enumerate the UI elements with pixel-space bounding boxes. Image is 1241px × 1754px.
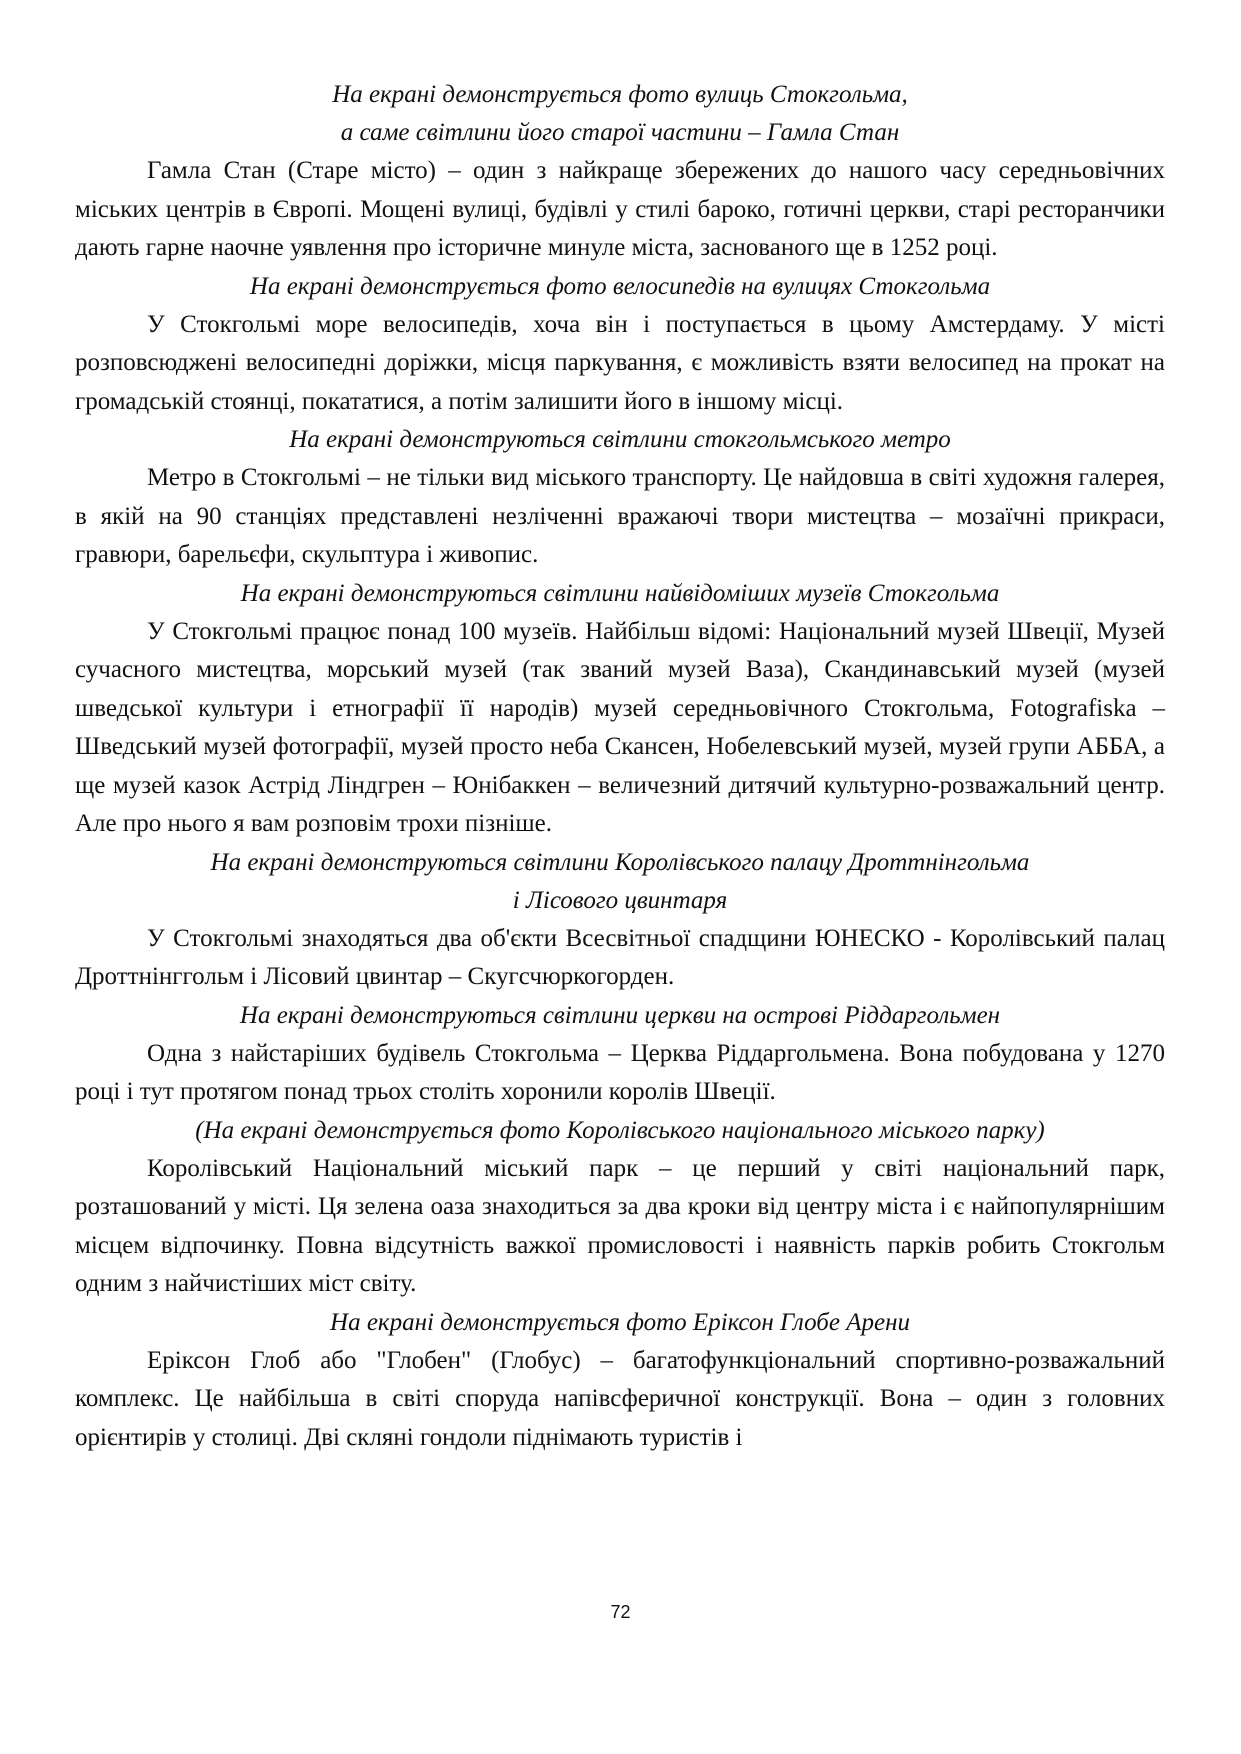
caption-old-town-1: На екрані демонструється фото вулиць Стокгольма, (332, 81, 908, 108)
caption-old-town-2: а саме світлини його старої частини – Гамла Стан (340, 119, 900, 146)
paragraph-unesco: У Стокгольмі знаходяться два об'єкти Всесвітньої спадщини ЮНЕСКО - Королівський палац Дроттнінггольм і Лісовий цвинтар – Скугсчюркогорден. (75, 924, 1165, 990)
paragraph-museums: У Стокгольмі працює понад 100 музеїв. Найбільш відомі: Національний музей Швеції, Музей сучасного мистецтва, морський музей (так званий музей Ваза), Скандинавський музей (музей шведської культури і етнографії її народів) музей середньовічного Стокгольма, Fotografiska – Шведський музей фотографії, музей просто неба Скансен, Нобелевський музей, музей групи АББА, а ще музей казок Астрід Ліндгрен – Юнібаккен – величезний дитячий культурно-розважальний центр. Але про нього я вам розповім трохи пізніше. (75, 617, 1165, 837)
caption-metro: На екрані демонструються світлини стокгольмського метро (289, 426, 951, 453)
caption-palace-1: На екрані демонструються світлини Королівського палацу Дроттнінгольма (210, 848, 1030, 876)
paragraph-globe-arena: Еріксон Глоб або "Глобен" (Глобус) – багатофункціональний спортивно-розважальний комплекс. Це найбільша в світі споруда напівсферичної конструкції. Вона – один з головних орієнтирів у столиці. Дві скляні гондоли піднімають туристів і (75, 1346, 1165, 1451)
caption-bicycles: На екрані демонструється фото велосипедів на вулицях Стокгольма (249, 272, 991, 300)
caption-globe-arena: На екрані демонструється фото Еріксон Глобе Арени (330, 1308, 910, 1336)
paragraph-church: Одна з найстаріших будівель Стокгольма – Церква Ріддаргольмена. Вона побудована у 1270 році і тут протягом понад трьох століть хоронили королів Швеції. (75, 1039, 1165, 1105)
caption-church: На екрані демонструються світлини церкви на острові Ріддаргольмен (239, 1001, 1001, 1029)
paragraph-park: Королівський Національний міський парк – це перший у світі національний парк, розташований у місті. Ця зелена оаза знаходиться за два кроки від центру міста і є найпопулярнішим місцем відпочинку. Повна відсутність важкої промисловості і наявність парків робить Стокгольм одним з найчистіших міст світу. (75, 1154, 1165, 1297)
caption-park: (На екрані демонструється фото Королівського національного міського парку) (195, 1116, 1045, 1144)
caption-museums: На екрані демонструються світлини найвідоміших музеїв Стокгольма (240, 579, 1000, 607)
paragraph-gamla-stan: Гамла Стан (Старе місто) – один з найкраще збережених до нашого часу середньовічних міських центрів в Європі. Мощені вулиці, будівлі у стилі бароко, готичні церкви, старі ресторанчики дають гарне наочне уявлення про історичне минуле міста, заснованого ще в 1252 році. (75, 157, 1165, 261)
document-page (75, 76, 1165, 1457)
caption-palace-2: і Лісового цвинтаря (512, 886, 728, 914)
page-number: 72 (610, 1602, 631, 1622)
paragraph-metro: Метро в Стокгольмі – не тільки вид міського транспорту. Це найдовша в світі художня галерея, в якій на 90 станціях представлені незліченні вражаючі твори мистецтва – мозаїчні прикраси, гравюри, барельєфи, скульптура і живопис. (75, 464, 1165, 568)
paragraph-bicycles: У Стокгольмі море велосипедів, хоча він і поступається в цьому Амстердаму. У місті розповсюджені велосипедні доріжки, місця паркування, є можливість взяти велосипед на прокат на громадській стоянці, покататися, а потім залишити його в іншому місці. (75, 310, 1165, 415)
